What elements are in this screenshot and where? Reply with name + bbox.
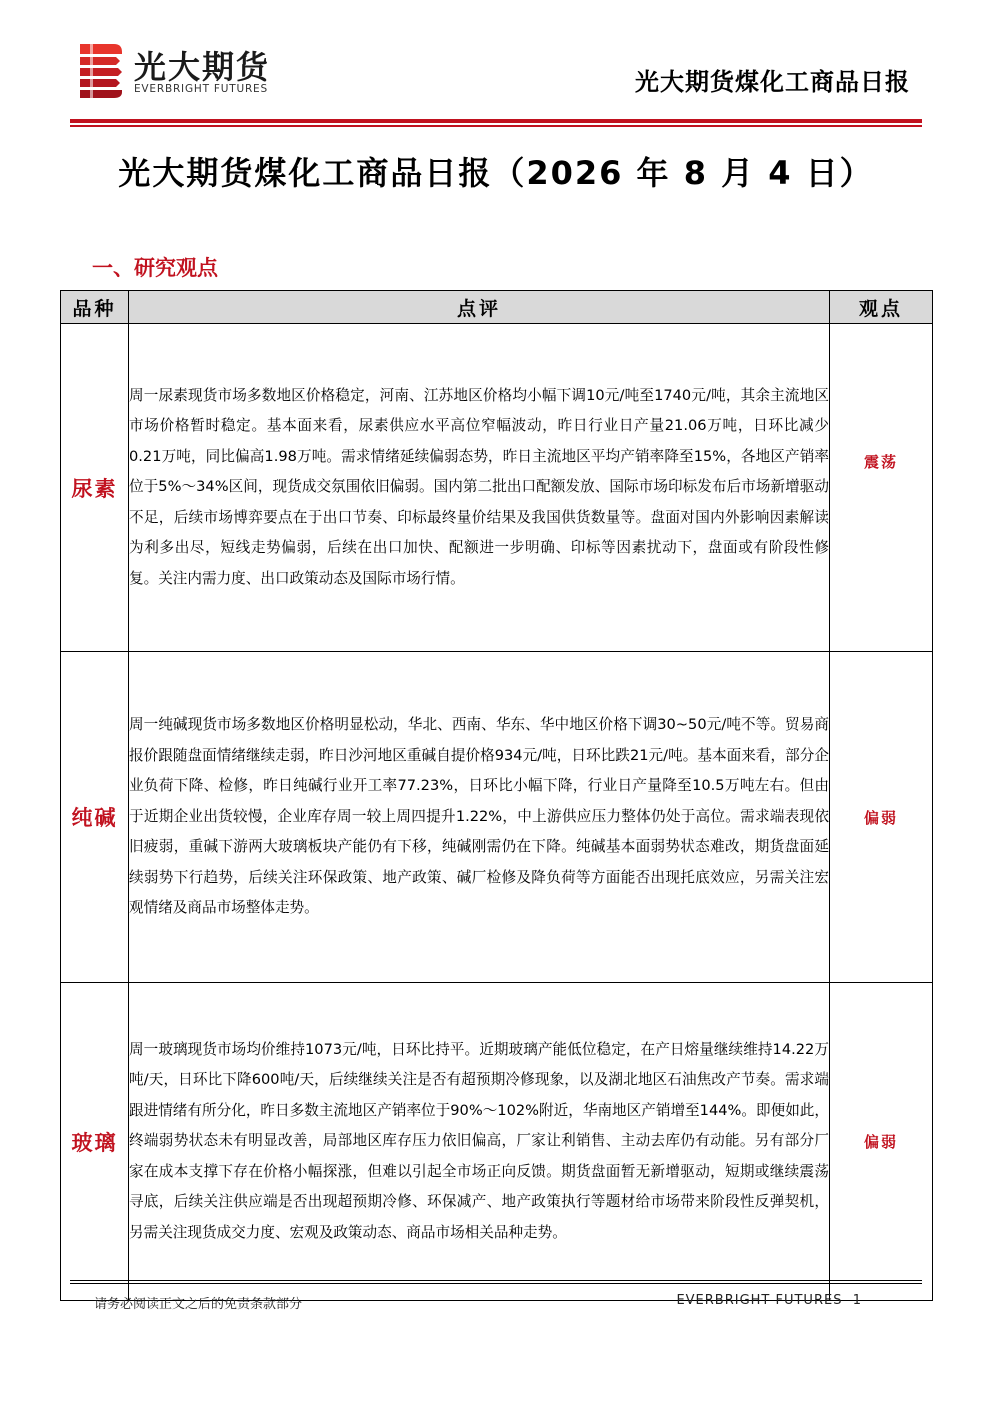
comment-cell: 周一尿素现货市场多数地区价格稳定，河南、江苏地区价格均小幅下调10元/吨至1740元/吨，其余主流地区市场价格暂时稳定。基本面来看，尿素供应水平高位窄幅波动，昨日行业日产量21.06万吨，日环比减少0.21万吨，同比偏高1.98万吨。需求情绪延续偏弱态势，昨日主流地区平均产销率降至15%，各地区产销率位于5%～34%区间，现货成交氛围依旧偏弱。国内第二批出口配额发放、国际市场印标发布后市场新增驱动不足，后续市场博弈要点在于出口节奏、印标最终量价结果及我国供货数量等。盘面对国内外影响因素解读为利多出尽，短线走势偏弱，后续在出口加快、配额进一步明确、印标等因素扰动下，盘面或有阶段性修复。关注内需力度、出口政策动态及国际市场行情。 bbox=[129, 324, 830, 652]
variety-cell: 玻璃 bbox=[61, 983, 129, 1301]
table-row-soda-ash bbox=[61, 652, 933, 983]
table-row-glass bbox=[61, 983, 933, 1301]
table-header-row bbox=[61, 291, 933, 324]
comment-cell: 周一玻璃现货市场均价维持1073元/吨，日环比持平。近期玻璃产能低位稳定，在产日熔量继续维持14.22万吨/天，日环比下降600吨/天，后续继续关注是否有超预期冷修现象，以及湖北地区石油焦改产节奏。需求端跟进情绪有所分化，昨日多数主流地区产销率位于90%～102%附近，华南地区产销增至144%。即便如此，终端弱势状态未有明显改善，局部地区库存压力依旧偏高，厂家让利销售、主动去库仍有动能。另有部分厂家在成本支撑下存在价格小幅探涨，但难以引起全市场正向反馈。期货盘面暂无新增驱动，短期或继续震荡寻底，后续关注供应端是否出现超预期冷修、环保减产、地产政策执行等题材给市场带来阶段性反弹契机，另需关注现货成交力度、宏观及政策动态、商品市场相关品种走势。 bbox=[129, 983, 830, 1301]
view-cell bbox=[830, 324, 933, 652]
table-row-urea bbox=[61, 324, 933, 652]
document-title: 光大期货煤化工商品日报（2026 年 8 月 4 日） bbox=[118, 154, 874, 192]
company-logo bbox=[76, 42, 296, 102]
footer-brand: EVERBRIGHT FUTURES bbox=[676, 1293, 843, 1308]
logo-english-name: EVERBRIGHT FUTURES bbox=[134, 83, 268, 95]
header-view: 观点 bbox=[830, 291, 933, 324]
view-label: 偏弱 bbox=[863, 808, 898, 827]
variety-cell: 纯碱 bbox=[61, 652, 129, 983]
logo-mark-icon bbox=[76, 42, 126, 100]
header-divider-thick bbox=[70, 119, 922, 123]
comment-cell: 周一纯碱现货市场多数地区价格明显松动，华北、西南、华东、华中地区价格下调30~50元/吨不等。贸易商报价跟随盘面情绪继续走弱，昨日沙河地区重碱自提价格934元/吨，日环比跌21元/吨。基本面来看，部分企业负荷下降、检修，昨日纯碱行业开工率77.23%，日环比小幅下降，行业日产量降至10.5万吨左右。但由于近期企业出货较慢，企业库存周一较上周四提升1.22%，中上游供应压力整体仍处于高位。需求端表现依旧疲弱，重碱下游两大玻璃板块产能仍有下移，纯碱刚需仍在下降。纯碱基本面弱势状态难改，期货盘面延续弱势下行趋势，后续关注环保政策、地产政策、碱厂检修及降负荷等方面能否出现托底效应，另需关注宏观情绪及商品市场整体走势。 bbox=[129, 652, 830, 983]
footer-divider-bottom bbox=[70, 1283, 922, 1284]
header-comment: 点评 bbox=[129, 291, 830, 324]
page-number: 1 bbox=[852, 1293, 862, 1308]
view-cell bbox=[830, 983, 933, 1301]
logo-chinese-name: 光大期货 bbox=[134, 48, 271, 86]
view-label: 偏弱 bbox=[863, 1133, 898, 1151]
view-cell bbox=[830, 652, 933, 983]
footer-disclaimer: 请务必阅读正文之后的免责条款部分 bbox=[94, 1297, 303, 1312]
header-title: 光大期货煤化工商品日报 bbox=[635, 68, 910, 96]
footer-divider-top bbox=[70, 1280, 922, 1281]
section-title: 一、研究观点 bbox=[92, 256, 218, 280]
header-divider-thin bbox=[70, 125, 922, 127]
variety-cell: 尿素 bbox=[61, 324, 129, 652]
header-variety: 品种 bbox=[61, 291, 129, 324]
footer-brand-page bbox=[676, 1293, 862, 1308]
research-view-table bbox=[60, 290, 933, 1301]
view-label: 震荡 bbox=[863, 453, 898, 471]
